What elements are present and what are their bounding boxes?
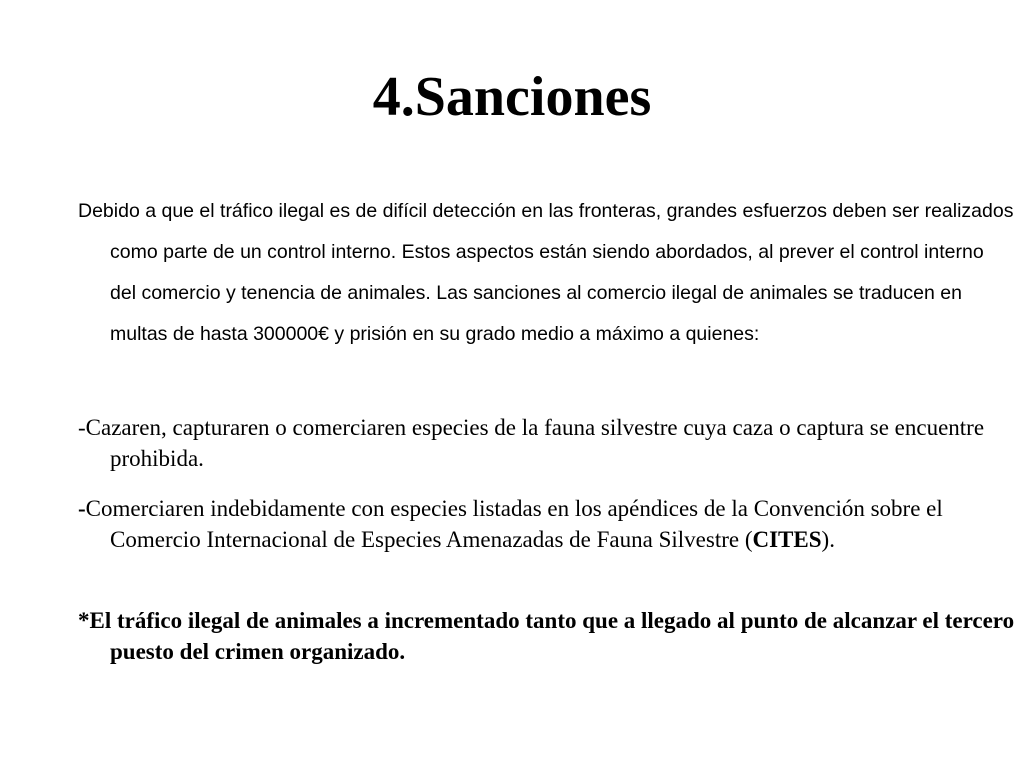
organized-crime-note: *El tráfico ilegal de animales a incrementado tanto que a llegado al punto de alcanzar el tercero puesto del crimen organizado. xyxy=(78,608,1015,664)
sanction-item-cites xyxy=(78,494,1020,555)
dash-marker: - xyxy=(78,496,86,521)
cites-text-end: ). xyxy=(821,526,835,552)
cites-acronym: CITES xyxy=(752,526,822,552)
cites-text: Comerciaren indebidamente con especies listadas en los apéndices de la Convención sobre el Comercio Internacional de Especies Amenazadas de Fauna Silvestre ( xyxy=(85,496,943,552)
sanction-item-hunting: -Cazaren, capturaren o comerciaren especies de la fauna silvestre cuya caza o captura se encuentre prohibida. xyxy=(78,415,985,471)
slide-title: 4.Sanciones xyxy=(372,66,652,128)
intro-paragraph: Debido a que el tráfico ilegal es de difícil detección en las fronteras, grandes esfuerzos deben ser realizados como parte de un control interno. Estos aspectos están siendo abordados, al prever el control interno del comercio y tenencia de animales. Las sanciones al comercio ilegal de animales se traducen en multas de hasta 300000€ y prisión en su grado medio a máximo a quienes: xyxy=(78,200,1014,345)
